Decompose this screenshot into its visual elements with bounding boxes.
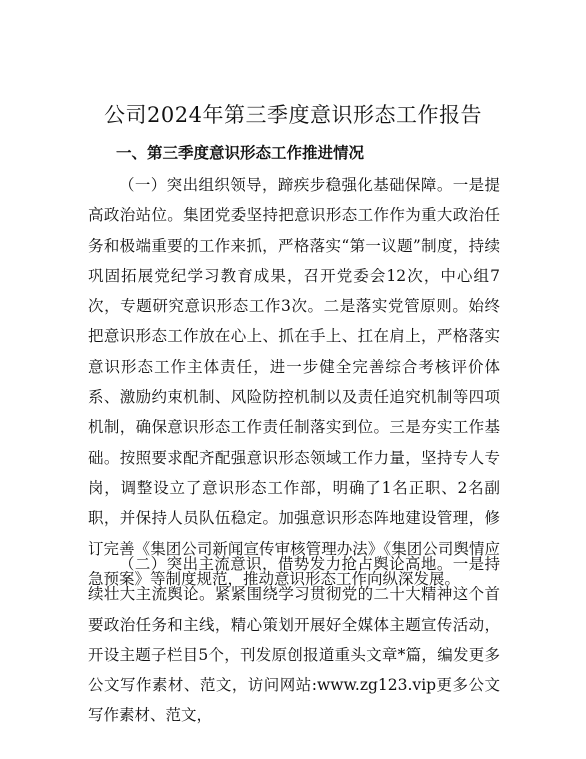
body-paragraph-1: （一）突出组织领导，蹄疾步稳强化基础保障。一是提高政治站位。集团党委坚持把意识形态工作作为重大政治任务和极端重要的工作来抓，严格落实“第一议题”制度，持续巩固拓展党纪学习教育成果，召开党委会12次，中心组7次，专题研究意识形态工作3次。二是落实党管原则。始终把意识形态工作放在心上、抓在手上、扛在肩上，严格落实意识形态工作主体责任，进一步健全完善综合考核评价体系、激励约束机制、风险防控机制以及责任追究机制等四项机制，确保意识形态工作责任制落实到位。三是夯实工作基础。按照要求配齐配强意识形态领域工作力量，坚持专人专岗，调整设立了意识形态工作部，明确了1名正职、2名副职，并保持人员队伍稳定。加强意识形态阵地建设管理，修订完善《集团公司新闻宣传审核管理办法》《集团公司舆情应急预案》等制度规范，推动意识形态工作向纵深发展。	[88, 176, 500, 588]
document-title: 公司2024年第三季度意识形态工作报告	[104, 103, 482, 127]
section-heading: 一、第三季度意识形态工作推进情况	[116, 143, 365, 162]
body-paragraph-2: （二）突出主流意识，借势发力抢占舆论高地。一是持续壮大主流舆论。紧紧围绕学习贯彻党的二十大精神这个首要政治任务和主线，精心策划开展好全媒体主题宣传活动，开设主题子栏目5个，刊发原创报道重头文章*篇，编发更多公文写作素材、范文，访问网站:www.zg123.vip更多公文写作素材、范文，	[88, 555, 500, 725]
